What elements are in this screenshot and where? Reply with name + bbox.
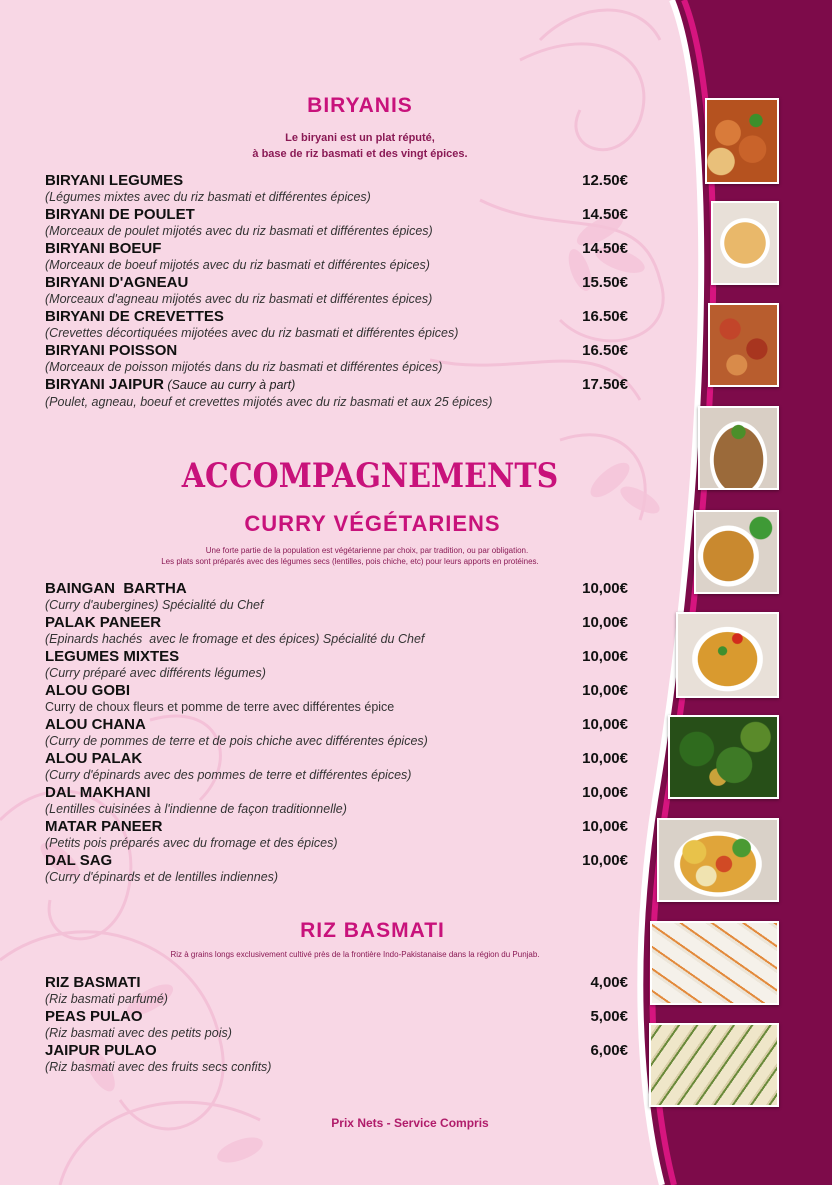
item-price: 5,00€ <box>590 1008 628 1025</box>
item-description: (Epinards hachés avec le fromage et des épices) Spécialité du Chef <box>45 632 425 646</box>
item-name: DAL MAKHANI <box>45 784 151 801</box>
item-price: 16.50€ <box>582 308 628 325</box>
item-name: BIRYANI DE CREVETTES <box>45 308 224 325</box>
curry-intro-line-2: Les plats sont préparés avec des légumes secs (lentilles, pois chiche, etc) pour leurs apports en protéines. <box>161 557 539 566</box>
item-description: (Riz basmati parfumé) <box>45 992 168 1006</box>
item-name: MATAR PANEER <box>45 818 163 835</box>
item-description: (Morceaux de poisson mijotés dans du riz basmati et différentes épices) <box>45 360 443 374</box>
menu-item <box>45 974 628 1008</box>
item-description: (Lentilles cuisinées à l'indienne de façon traditionnelle) <box>45 802 347 816</box>
item-price: 10,00€ <box>582 682 628 699</box>
footer-note: Prix Nets - Service Compris <box>331 1116 489 1130</box>
item-description: (Curry d'aubergines) Spécialité du Chef <box>45 598 264 612</box>
biryanis-intro-line-1: Le biryani est un plat réputé, <box>285 132 435 144</box>
biryanis-intro-line-2: à base de riz basmati et des vingt épices. <box>252 148 468 160</box>
item-description: (Curry d'épinards avec des pommes de terre et différentes épices) <box>45 768 412 782</box>
item-price: 6,00€ <box>590 1042 628 1059</box>
item-price: 10,00€ <box>582 784 628 801</box>
menu-item <box>45 342 628 376</box>
item-price: 4,00€ <box>590 974 628 991</box>
item-price: 10,00€ <box>582 818 628 835</box>
riz-basmati-intro: Riz à grains longs exclusivement cultivé près de la frontière Indo-Pakistanaise dans la région du Punjab. <box>170 950 540 959</box>
item-name: BIRYANI POISSON <box>45 342 178 359</box>
item-description: (Poulet, agneau, boeuf et crevettes mijotés avec du riz basmati et aux 25 épices) <box>45 395 493 409</box>
item-price: 10,00€ <box>582 852 628 869</box>
menu-item <box>45 240 628 274</box>
menu-item <box>45 750 628 784</box>
menu-item <box>45 682 628 716</box>
item-price: 14.50€ <box>582 206 628 223</box>
accompagnements-title: ACCOMPAGNEMENTS <box>181 456 559 496</box>
item-description: (Morceaux de boeuf mijotés avec du riz basmati et différentes épices) <box>45 258 430 272</box>
item-name: ALOU CHANA <box>45 716 146 733</box>
item-name: BIRYANI DE POULET <box>45 206 195 223</box>
item-price: 14.50€ <box>582 240 628 257</box>
curry-intro-line-1: Une forte partie de la population est végétarienne par choix, par tradition, ou par obligation. <box>205 546 529 555</box>
item-description: (Légumes mixtes avec du riz basmati et différentes épices) <box>45 190 371 204</box>
item-description: (Morceaux d'agneau mijotés avec du riz basmati et différentes épices) <box>45 292 433 306</box>
item-description: (Riz basmati avec des petits pois) <box>45 1026 232 1040</box>
item-name: DAL SAG <box>45 852 113 869</box>
item-description: (Crevettes décortiquées mijotées avec du riz basmati et différentes épices) <box>45 326 459 340</box>
item-price: 10,00€ <box>582 580 628 597</box>
item-price: 10,00€ <box>582 648 628 665</box>
item-name: BIRYANI D'AGNEAU <box>45 274 189 291</box>
item-description: (Curry préparé avec différents légumes) <box>45 666 266 680</box>
menu-item <box>45 308 628 342</box>
biryanis-title: BIRYANIS <box>307 94 413 117</box>
item-name: PALAK PANEER <box>45 614 162 631</box>
curry-title: CURRY VÉGÉTARIENS <box>244 511 501 536</box>
menu-item <box>45 1042 628 1076</box>
item-name: ALOU PALAK <box>45 750 143 767</box>
item-name: BIRYANI LEGUMES <box>45 172 184 189</box>
menu-item <box>45 1008 628 1042</box>
riz-basmati-title: RIZ BASMATI <box>300 919 445 942</box>
item-price: 10,00€ <box>582 750 628 767</box>
menu-item <box>45 172 628 206</box>
menu-item <box>45 206 628 240</box>
item-price: 10,00€ <box>582 716 628 733</box>
menu-item <box>45 716 628 750</box>
item-name: PEAS PULAO <box>45 1008 143 1025</box>
item-price: 17.50€ <box>582 376 628 393</box>
menu-item <box>45 648 628 682</box>
menu-item <box>45 614 628 648</box>
menu-item <box>45 818 628 852</box>
item-name: ALOU GOBI <box>45 682 130 699</box>
item-name: JAIPUR PULAO <box>45 1042 157 1059</box>
item-price: 15.50€ <box>582 274 628 291</box>
item-note: (Sauce au curry à part) <box>163 378 296 392</box>
item-name: BIRYANI JAIPUR (Sauce au curry à part) <box>45 376 296 393</box>
menu-item <box>45 376 628 411</box>
menu-item <box>45 580 628 614</box>
item-name: LEGUMES MIXTES <box>45 648 180 665</box>
item-description: Curry de choux fleurs et pomme de terre avec différentes épice <box>45 700 395 714</box>
item-description: (Petits pois préparés avec du fromage et des épices) <box>45 836 338 850</box>
item-price: 12.50€ <box>582 172 628 189</box>
menu-item <box>45 274 628 308</box>
item-description: (Riz basmati avec des fruits secs confits) <box>45 1060 272 1074</box>
menu-item <box>45 784 628 818</box>
item-description: (Curry de pommes de terre et de pois chiche avec différentes épices) <box>45 734 428 748</box>
item-description: (Curry d'épinards et de lentilles indiennes) <box>45 870 279 884</box>
item-name: BIRYANI BOEUF <box>45 240 162 257</box>
item-description: (Morceaux de poulet mijotés avec du riz basmati et différentes épices) <box>45 224 433 238</box>
item-price: 10,00€ <box>582 614 628 631</box>
item-price: 16.50€ <box>582 342 628 359</box>
menu-item <box>45 852 628 886</box>
item-name: BAINGAN BARTHA <box>45 580 187 597</box>
item-name: RIZ BASMATI <box>45 974 141 991</box>
